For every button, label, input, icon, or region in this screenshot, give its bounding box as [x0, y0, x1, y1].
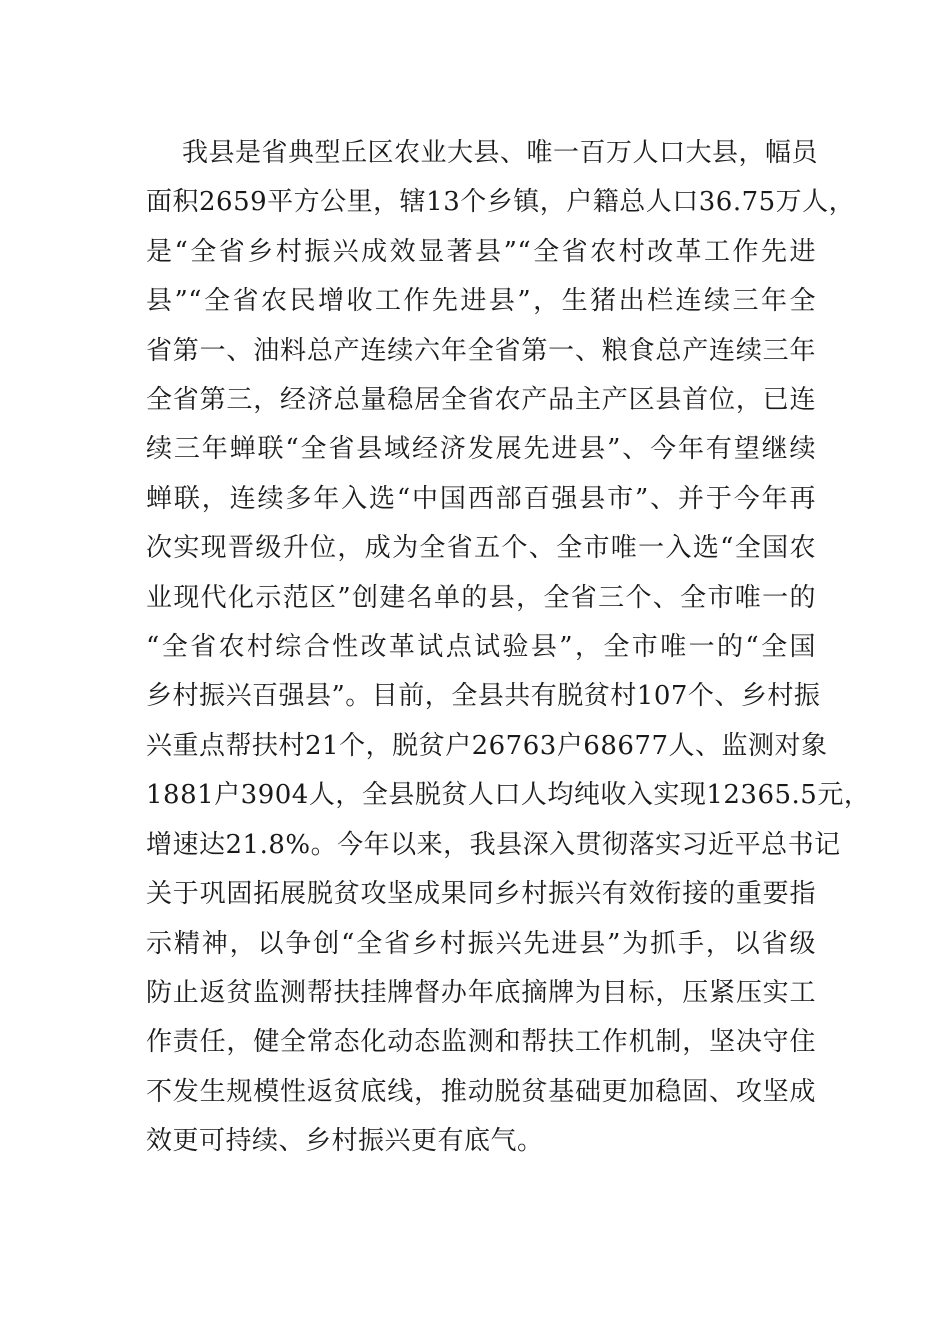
paragraph-line-12: 乡村振兴百强县”。目前，全县共有脱贫村107个、乡村振 [146, 681, 821, 712]
paragraph-line-10: 业现代化示范区”创建名单的县，全省三个、全市唯一的 [146, 582, 816, 613]
paragraph-line-20: 不发生规模性返贫底线，推动脱贫基础更加稳固、攻坚成 [146, 1076, 816, 1107]
paragraph-line-14: 1881户3904人，全县脱贫人口人均纯收入实现12365.5元， [146, 780, 871, 811]
paragraph-line-1: 我县是省典型丘区农业大县、唯一百万人口大县，幅员 [182, 138, 819, 168]
paragraph-line-11: “全省农村综合性改革试点试验县”，全市唯一的“全国 [146, 632, 816, 663]
paragraph-line-9: 次实现晋级升位，成为全省五个、全市唯一入选“全国农 [146, 533, 816, 564]
paragraph-line-13: 兴重点帮扶村21个，脱贫户26763户68677人、监测对象 [146, 730, 828, 761]
paragraph-line-2: 面积2659平方公里，辖13个乡镇，户籍总人口36.75万人， [146, 187, 856, 218]
paragraph-line-3: 是“全省乡村振兴成效显著县”“全省农村改革工作先进 [146, 236, 816, 267]
paragraph-line-7: 续三年蝉联“全省县域经济发展先进县”、今年有望继续 [146, 434, 816, 465]
paragraph-line-16: 关于巩固拓展脱贫攻坚成果同乡村振兴有效衔接的重要指 [146, 879, 816, 910]
paragraph-line-21: 效更可持续、乡村振兴更有底气。 [146, 1126, 544, 1157]
paragraph-line-15: 增速达21.8%。今年以来，我县深入贯彻落实习近平总书记 [146, 829, 841, 860]
paragraph-line-6: 全省第三，经济总量稳居全省农产品主产区县首位，已连 [146, 385, 816, 416]
paragraph-line-8: 蝉联，连续多年入选“中国西部百强县市”、并于今年再 [146, 483, 816, 514]
body-paragraph [146, 129, 871, 1167]
paragraph-line-5: 省第一、油料总产连续六年全省第一、粮食总产连续三年 [146, 335, 816, 366]
paragraph-line-17: 示精神，以争创“全省乡村振兴先进县”为抓手，以省级 [146, 928, 816, 959]
paragraph-line-18: 防止返贫监测帮扶挂牌督办年底摘牌为目标，压紧压实工 [146, 977, 816, 1008]
paragraph-line-4: 县”“全省农民增收工作先进县”，生猪出栏连续三年全 [146, 286, 816, 317]
paragraph-line-19: 作责任，健全常态化动态监测和帮扶工作机制，坚决守住 [146, 1027, 816, 1058]
